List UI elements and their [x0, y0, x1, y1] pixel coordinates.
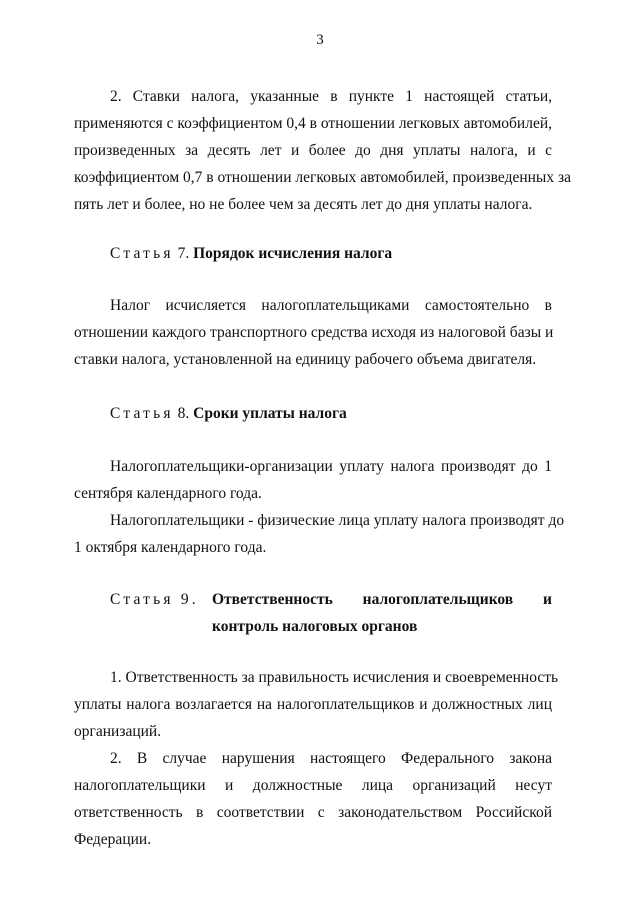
article-7-number: 7.: [173, 245, 194, 262]
article-8-para-1-line-1: Налогоплательщики-организации уплату налога производят до 1: [110, 458, 552, 475]
article-7-heading: [110, 244, 392, 264]
article-8-para-2-line-1: Налогоплательщики - физические лица уплату налога производят до: [110, 512, 565, 529]
para-2-line-5: пять лет и более, но не более чем за десять лет до дня уплаты налога.: [74, 196, 533, 213]
article-9-para-1-line-2: уплаты налога возлагается на налогоплательщиков и должностных лиц: [74, 696, 552, 713]
article-7-label: Статья: [110, 245, 174, 262]
article-8-number: 8.: [173, 405, 194, 422]
article-7-title: Порядок исчисления налога: [193, 245, 393, 262]
article-7-line-3: ставки налога, установленной на единицу рабочего объема двигателя.: [74, 351, 537, 368]
article-9-para-2-line-1: 2. В случае нарушения настоящего Федерального закона: [110, 750, 552, 767]
article-9-para-2-line-2: налогоплательщики и должностные лица организаций несут: [74, 777, 552, 794]
article-9-para-1-line-3: организаций.: [74, 723, 162, 740]
para-2-line-4: коэффициентом 0,7 в отношении легковых автомобилей, произведенных за: [74, 169, 571, 186]
article-8-para-2-line-2: 1 октября календарного года.: [74, 539, 267, 556]
article-9-title-line-1: Ответственность налогоплательщиков и: [212, 591, 552, 608]
article-9-para-2-line-3: ответственность в соответствии с законодательством Российской: [74, 804, 552, 821]
article-8-label: Статья: [110, 405, 174, 422]
article-8-heading: [110, 404, 347, 424]
para-2-line-2: применяются с коэффициентом 0,4 в отношении легковых автомобилей,: [74, 115, 553, 132]
article-8-para-1-line-2: сентября календарного года.: [74, 485, 262, 502]
article-9-title-line-2: контроль налоговых органов: [212, 618, 418, 635]
article-9-label: Статья 9.: [110, 591, 199, 608]
article-7-line-1: Налог исчисляется налогоплательщиками самостоятельно в: [110, 297, 552, 314]
page-number: 3: [316, 32, 324, 48]
article-7-line-2: отношении каждого транспортного средства исходя из налоговой базы и: [74, 324, 554, 341]
para-2-line-1: 2. Ставки налога, указанные в пункте 1 настоящей статьи,: [110, 88, 552, 105]
article-8-title: Сроки уплаты налога: [193, 405, 347, 422]
article-9-para-2-line-4: Федерации.: [74, 831, 152, 848]
para-2-line-3: произведенных за десять лет и более до дня уплаты налога, и с: [74, 142, 552, 159]
article-9-para-1-line-1: 1. Ответственность за правильность исчисления и своевременность: [110, 669, 559, 686]
